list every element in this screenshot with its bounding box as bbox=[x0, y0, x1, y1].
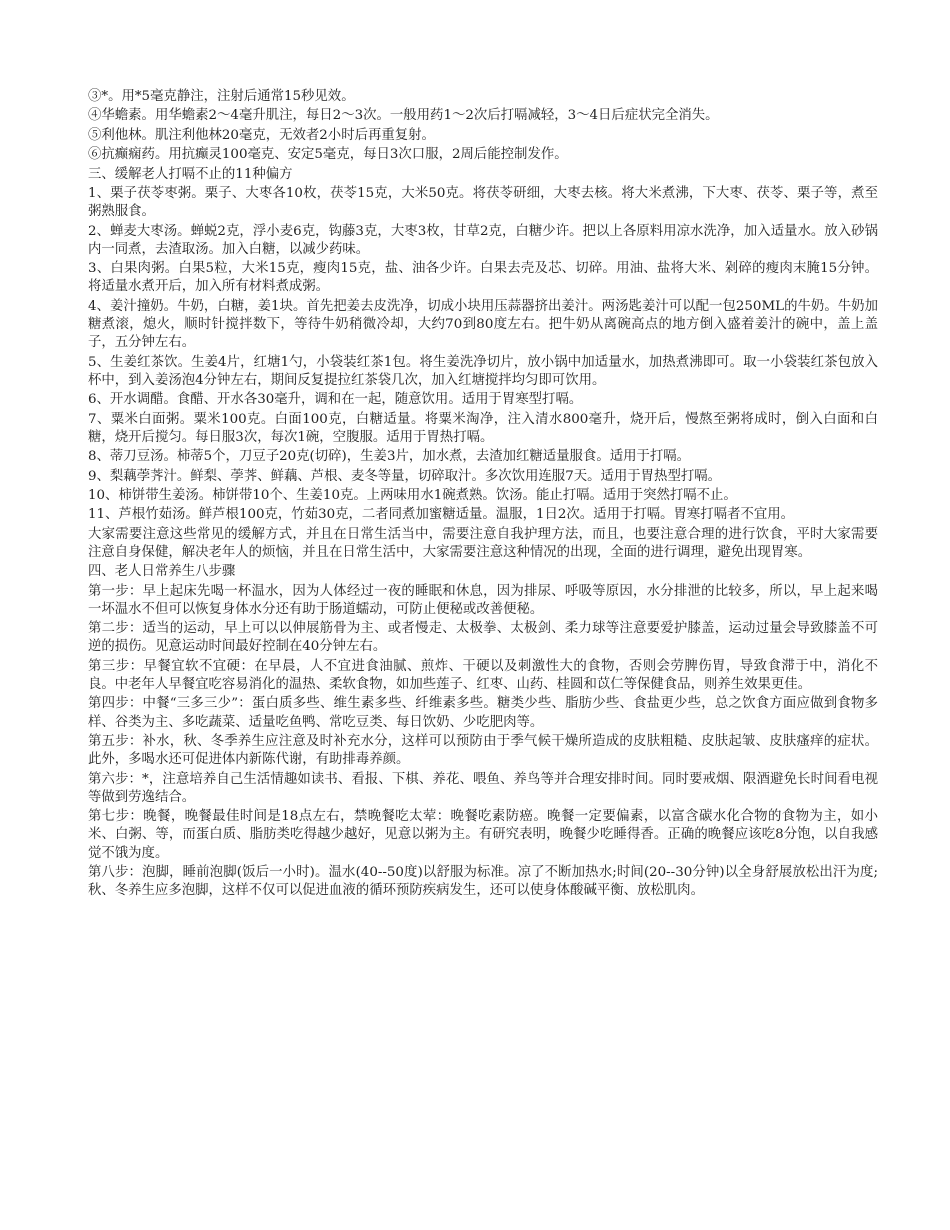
paragraph-injection: ③*。用*5毫克静注，注射后通常15秒见效。 bbox=[88, 89, 355, 104]
remedy-item-11: 11、芦根竹茹汤。鲜芦根100克，竹茹30克，二者同煮加蜜糖适量。温服，1日2次。适用于打嗝。胃寒打嗝者不宜用。 bbox=[88, 507, 795, 523]
remedy-item-9: 9、梨藕荸荠汁。鲜梨、荸荠、鲜藕、芦根、麦冬等量，切碎取汁。多次饮用连服7天。适用于胃热型打嗝。 bbox=[88, 468, 722, 484]
summary-paragraph: 大家需要注意这些常见的缓解方式，并且在日常生活当中，需要注意自我护理方法，而且，也要注意合理的进行饮食，平时大家需要注意自身保健，解决老年人的烦恼，并且在日常生活中，大家需要注意这种情况的出现，全面的进行调理，避免出现胃寒。 bbox=[88, 526, 878, 560]
remedy-item-4: 4、姜汁撞奶。牛奶，白糖，姜1块。首先把姜去皮洗净，切成小块用压蒜器挤出姜汁。两汤匙姜汁可以配一包250ML的牛奶。牛奶加糖煮滚，熄火，顺时针搅拌数下，等待牛奶稍微冷却，大约70到80度左右。把牛奶从离碗高点的地方倒入盛着姜汁的碗中，盖上盖子，五分钟左右。 bbox=[88, 298, 878, 351]
remedy-item-8: 8、蒂刀豆汤。柿蒂5个，刀豆子20克(切碎)，生姜3片，加水煮，去渣加红糖适量服食。适用于打嗝。 bbox=[88, 449, 691, 465]
remedy-item-6: 6、开水调醋。食醋、开水各30毫升，调和在一起，随意饮用。适用于胃寒型打嗝。 bbox=[88, 392, 583, 408]
section-heading-remedies: 三、缓解老人打嗝不止的11种偏方 bbox=[88, 166, 293, 182]
remedy-item-5: 5、生姜红茶饮。生姜4片，红塘1勺，小袋装红茶1包。将生姜洗净切片，放小锅中加适量水，加热煮沸即可。取一小袋装红茶包放入杯中，到入姜汤泡4分钟左右，期间反复提拉红茶袋几次，加入红塘搅拌均匀即可饮用。 bbox=[88, 354, 878, 388]
remedy-item-2: 2、蝉麦大枣汤。蝉蜕2克，浮小麦6克，钩藤3克，大枣3枚，甘草2克，白糖少许。把以上各原料用凉水洗净，加入适量水。放入砂锅内一同煮，去渣取汤。加入白糖，以减少药味。 bbox=[88, 223, 878, 257]
paragraph-ritalin: ⑤利他林。肌注利他林20毫克，无效者2小时后再重复射。 bbox=[88, 127, 435, 143]
paragraph-antiepileptic: ⑥抗癫痫药。用抗癫灵100毫克、安定5毫克，每日3次口服，2周后能控制发作。 bbox=[88, 147, 568, 163]
remedy-item-10: 10、柿饼带生姜汤。柿饼带10个、生姜10克。上两味用水1碗煮熟。饮汤。能止打嗝。适用于突然打嗝不止。 bbox=[88, 487, 737, 503]
step-item-5: 第五步：补水，秋、冬季养生应注意及时补充水分，这样可以预防由于季气候干燥所造成的皮肤粗糙、皮肤起皱、皮肤瘙痒的症状。此外，多喝水还可促进体内新陈代谢，有助排毒养颜。 bbox=[88, 734, 878, 768]
remedy-item-3: 3、白果肉粥。白果5粒，大米15克，瘦肉15克，盐、油各少许。白果去壳及芯、切碎。用油、盐将大米、剁碎的瘦肉末腌15分钟。将适量水煮开后，加入所有材料煮成粥。 bbox=[88, 261, 878, 295]
paragraph-huachansu: ④华蟾素。用华蟾素2～4毫升肌注，每日2～3次。一般用药1～2次后打嗝减轻，3～4日后症状完全消失。 bbox=[88, 108, 719, 124]
document-body bbox=[88, 88, 878, 902]
step-item-2: 第二步：适当的运动，早上可以以伸展筋骨为主、或者慢走、太极拳、太极剑、柔力球等注意要爱护膝盖，运动过量会导致膝盖不可逆的损伤。见意运动时间最好控制在40分钟左右。 bbox=[88, 621, 878, 655]
step-item-1: 第一步：早上起床先喝一杯温水，因为人体经过一夜的睡眠和休息，因为排尿、呼吸等原因，水分排泄的比较多，所以，早上起来喝一坏温水不但可以恢复身体水分还有助于肠道蠕动，可防止便秘或改善便秘。 bbox=[88, 583, 878, 617]
section-heading-eight-steps: 四、老人日常养生八步骤 bbox=[88, 564, 236, 580]
step-item-8: 第八步：泡脚，睡前泡脚(饭后一小时)。温水(40--50度)以舒服为标准。凉了不断加热水;时间(20--30分钟)以全身舒展放松出汗为度;秋、冬养生应多泡脚，这样不仅可以促进血液的循环预防疾病发生，还可以使身体酸碱平衡、放松肌肉。 bbox=[88, 865, 878, 899]
remedy-item-7: 7、粟米白面粥。粟米100克。白面100克，白糖适量。将粟米淘净，注入清水800毫升，烧开后，慢熬至粥将成时，倒入白面和白糖，烧开后搅匀。每日服3次，每次1碗，空腹服。适用于胃热打嗝。 bbox=[88, 411, 878, 445]
remedy-item-1: 1、栗子茯苓枣粥。栗子、大枣各10枚，茯苓15克，大米50克。将茯苓研细，大枣去核。将大米煮沸，下大枣、茯苓、栗子等，煮至粥熟服食。 bbox=[88, 185, 878, 220]
step-item-6: 第六步：*，注意培养自己生活情趣如读书、看报、下棋、养花、喂鱼、养鸟等并合理安排时间。同时要戒烟、限酒避免长时间看电视等做到劳逸结合。 bbox=[88, 771, 878, 805]
step-item-4: 第四步：中餐“三多三少”：蛋白质多些、维生素多些、纤维素多些。糖类少些、脂肪少些、食盐更少些，总之饮食方面应做到食物多样、谷类为主、多吃蔬菜、适量吃鱼鸭、常吃豆类、每日饮奶、少吃肥肉等。 bbox=[88, 696, 878, 730]
step-item-3: 第三步：早餐宜软不宜硬：在早晨，人不宜进食油腻、煎炸、干硬以及刺激性大的食物，否则会劳脾伤胃，导致食滞于中，消化不良。中老年人早餐宜吃容易消化的温热、柔软食物，如加些莲子、红枣、山药、桂圆和苡仁等保健食品，则养生效果更佳。 bbox=[88, 658, 878, 693]
step-item-7: 第七步：晚餐，晚餐最佳时间是18点左右，禁晚餐吃太荤：晚餐吃素防癌。晚餐一定要偏素，以富含碳水化合物的食物为主，如小米、白粥、等，而蛋白质、脂肪类吃得越少越好，见意以粥为主。有研究表明，晚餐少吃睡得香。正确的晚餐应该吃8分饱，以自我感觉不饿为度。 bbox=[88, 809, 878, 861]
